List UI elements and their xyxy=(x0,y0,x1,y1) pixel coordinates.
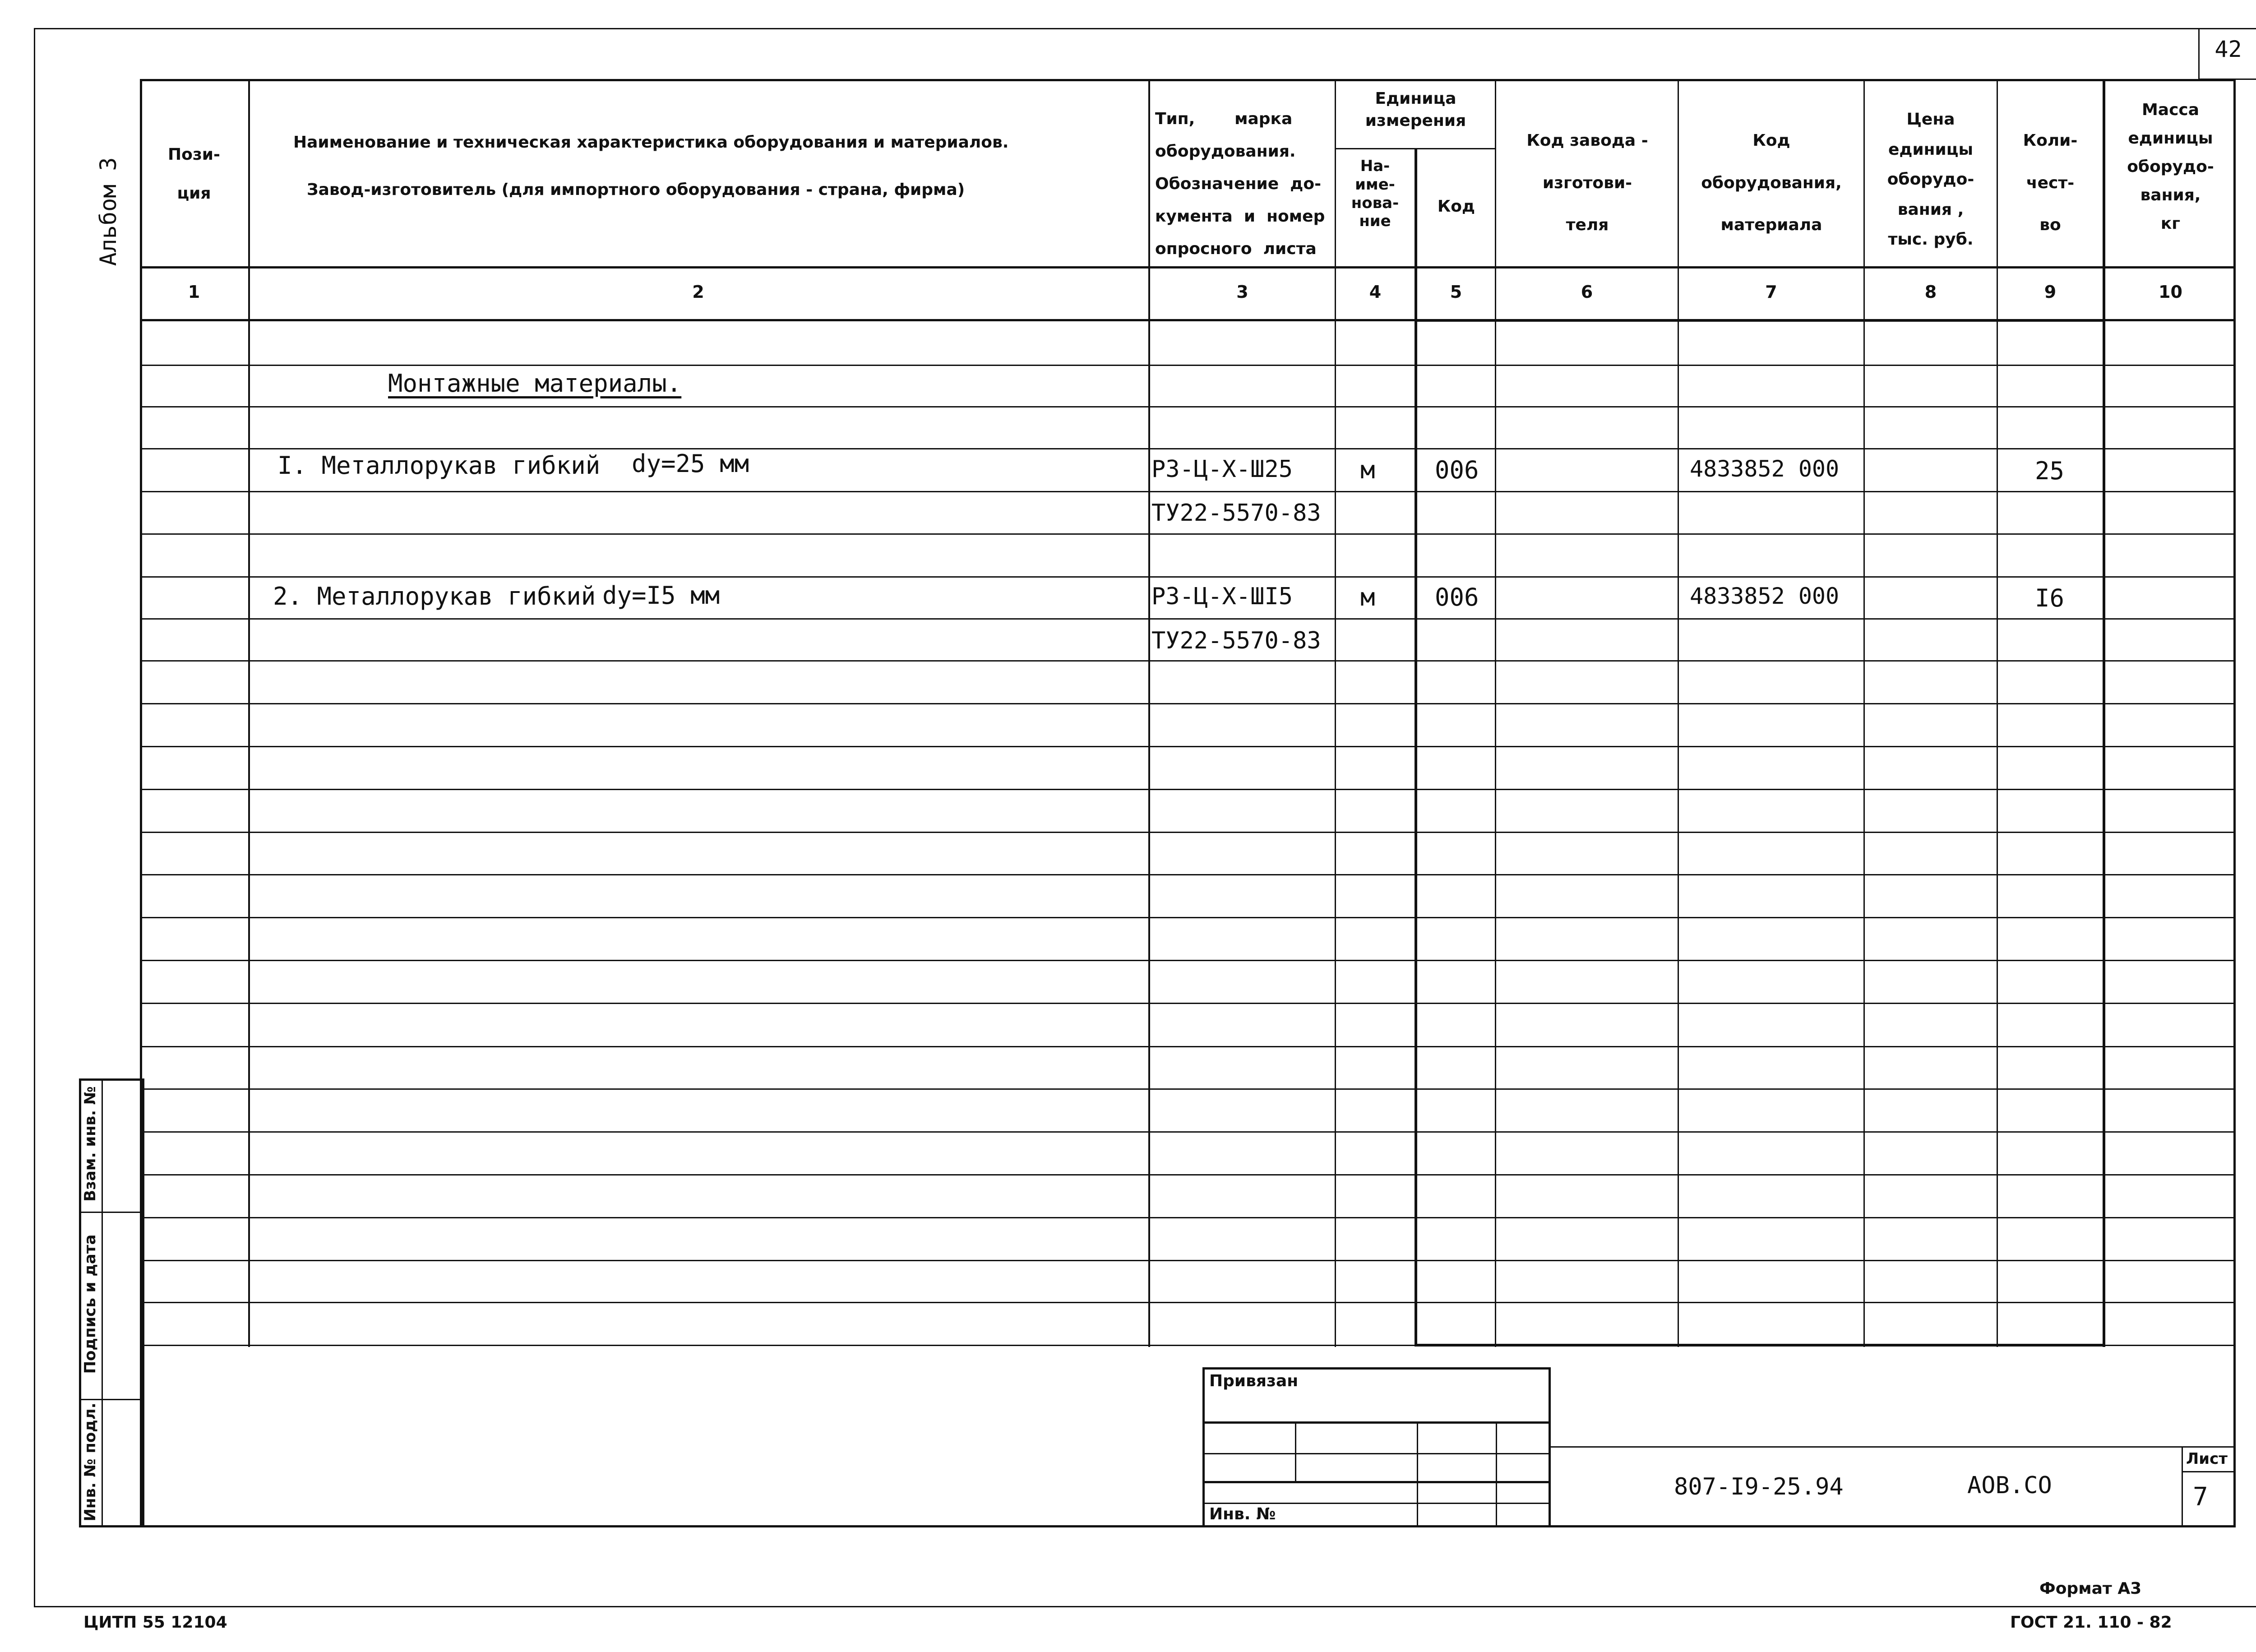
row-line xyxy=(140,533,2236,535)
row-line xyxy=(140,618,2236,620)
col-line-3 xyxy=(1335,79,1336,1347)
col-line-1 xyxy=(248,79,250,1347)
inv-no-label: Инв. № xyxy=(1209,1505,1276,1523)
section-title: Монтажные материалы. xyxy=(388,369,682,398)
row-line xyxy=(140,1174,2236,1175)
privyazan-col-2 xyxy=(1417,1421,1418,1527)
privyazan-label: Привязан xyxy=(1209,1372,1299,1390)
item-2-unit: м xyxy=(1360,583,1375,611)
item-2-equipment-code: 4833852 000 xyxy=(1690,583,1840,609)
item-2-unit-code: 006 xyxy=(1435,583,1479,611)
row-line xyxy=(140,1088,2236,1090)
sheet-box-line xyxy=(2182,1471,2236,1472)
header-unit: Единица измерения xyxy=(1365,89,1466,130)
left-strip-line-1 xyxy=(79,1212,144,1213)
header-unit-code: Код xyxy=(1437,197,1475,216)
row-line xyxy=(140,703,2236,704)
colnum-7: 7 xyxy=(1765,282,1777,302)
bold-block-top xyxy=(1415,319,2105,322)
colnum-6: 6 xyxy=(1581,282,1593,302)
left-strip-vzam: Взам. инв. № xyxy=(81,1086,99,1202)
privyazan-line-1 xyxy=(1202,1421,1550,1424)
doc-number-line xyxy=(1549,1446,2236,1448)
footer-left: ЦИТП 55 12104 xyxy=(83,1613,227,1632)
item-2-dy: dу=I5 мм xyxy=(602,581,720,610)
col-line-6 xyxy=(1678,79,1679,1347)
album-label: Альбом 3 xyxy=(95,157,121,266)
sheet-label: Лист xyxy=(2186,1450,2228,1468)
header-plant-code: Код завода - изготови- теля xyxy=(1526,131,1648,235)
doc-number: 807-I9-25.94 xyxy=(1674,1473,1844,1500)
privyazan-col-3 xyxy=(1496,1421,1497,1527)
header-price: Цена единицы оборудо- вания , тыс. руб. xyxy=(1887,110,1974,249)
header-position: Пози- ция xyxy=(168,145,220,203)
item-1-dy: dу=25 мм xyxy=(632,449,749,478)
colnum-10: 10 xyxy=(2159,282,2182,302)
row-line xyxy=(140,406,2236,407)
corner-number: 42 xyxy=(2214,36,2242,62)
row-line xyxy=(140,960,2236,961)
row-line xyxy=(140,1003,2236,1004)
col-line-9 xyxy=(2103,79,2105,1347)
row-line xyxy=(140,917,2236,918)
sheet-number: 7 xyxy=(2193,1482,2208,1512)
item-1-type: Р3-Ц-Х-Ш25 xyxy=(1151,456,1293,483)
row-line xyxy=(140,1260,2236,1261)
item-1-quantity: 25 xyxy=(2035,457,2065,485)
item-1-unit-code: 006 xyxy=(1435,456,1479,484)
header-unit-name: На- име- нова- ние xyxy=(1351,157,1399,231)
privyazan-line-3 xyxy=(1202,1481,1550,1483)
row-line xyxy=(140,874,2236,875)
colnum-4: 4 xyxy=(1369,282,1382,302)
header-equipment-code: Код оборудования, материала xyxy=(1701,131,1842,235)
row-line xyxy=(140,576,2236,578)
item-2-type: Р3-Ц-Х-ШI5 xyxy=(1151,583,1293,610)
colnum-2: 2 xyxy=(692,282,704,302)
item-1-doc: ТУ22-5570-83 xyxy=(1151,500,1321,527)
item-2-doc: ТУ22-5570-83 xyxy=(1151,627,1321,654)
row-line xyxy=(140,491,2236,492)
table-body-bottom xyxy=(140,1345,2236,1346)
header-name-line1: Наименование и техническая характеристика оборудования и материалов. xyxy=(293,133,1009,152)
footer-format: Формат А3 xyxy=(2039,1579,2142,1598)
footer-gost: ГОСТ 21. 110 - 82 xyxy=(2010,1613,2172,1632)
privyazan-col-1 xyxy=(1295,1421,1296,1482)
left-strip-inv: Инв. № подл. xyxy=(81,1402,99,1522)
colnum-8: 8 xyxy=(1924,282,1937,302)
col-line-5 xyxy=(1495,79,1496,1347)
doc-code: АОВ.СО xyxy=(1967,1472,2052,1499)
header-name-line2: Завод-изготовитель (для импортного оборудования - страна, фирма) xyxy=(307,180,965,199)
header-bottom-line xyxy=(140,266,2236,268)
header-mass: Масса единицы оборудо- вания, кг xyxy=(2127,101,2214,233)
row-line xyxy=(140,1302,2236,1303)
colnum-3: 3 xyxy=(1236,282,1248,302)
header-type: Тип, марка оборудования. Обозначение до- кумента и номер опросного листа xyxy=(1155,110,1325,258)
row-line xyxy=(140,660,2236,662)
row-line xyxy=(140,365,2236,366)
colnum-5: 5 xyxy=(1450,282,1462,302)
colnum-1: 1 xyxy=(188,282,200,302)
row-line xyxy=(140,746,2236,747)
privyazan-line-2 xyxy=(1202,1453,1550,1454)
item-1-unit: м xyxy=(1360,456,1375,484)
left-strip-podpis: Подпись и дата xyxy=(81,1234,99,1374)
col-line-2 xyxy=(1148,79,1150,1347)
left-strip-divider xyxy=(102,1078,103,1527)
colnum-9: 9 xyxy=(2044,282,2057,302)
item-2-quantity: I6 xyxy=(2035,584,2065,612)
row-line xyxy=(140,1217,2236,1218)
row-line xyxy=(140,789,2236,790)
item-2-name: 2. Металлорукав гибкий xyxy=(273,582,596,611)
row-line xyxy=(140,1131,2236,1133)
item-1-name: I. Металлорукав гибкий xyxy=(277,451,601,480)
row-line xyxy=(140,448,2236,449)
row-line xyxy=(140,832,2236,833)
header-quantity: Коли- чест- во xyxy=(2023,131,2078,235)
row-line xyxy=(140,1046,2236,1047)
item-1-equipment-code: 4833852 000 xyxy=(1690,456,1840,482)
privyazan-line-4 xyxy=(1202,1503,1550,1504)
col-line-8 xyxy=(1997,79,1998,1347)
col-line-7 xyxy=(1863,79,1865,1347)
